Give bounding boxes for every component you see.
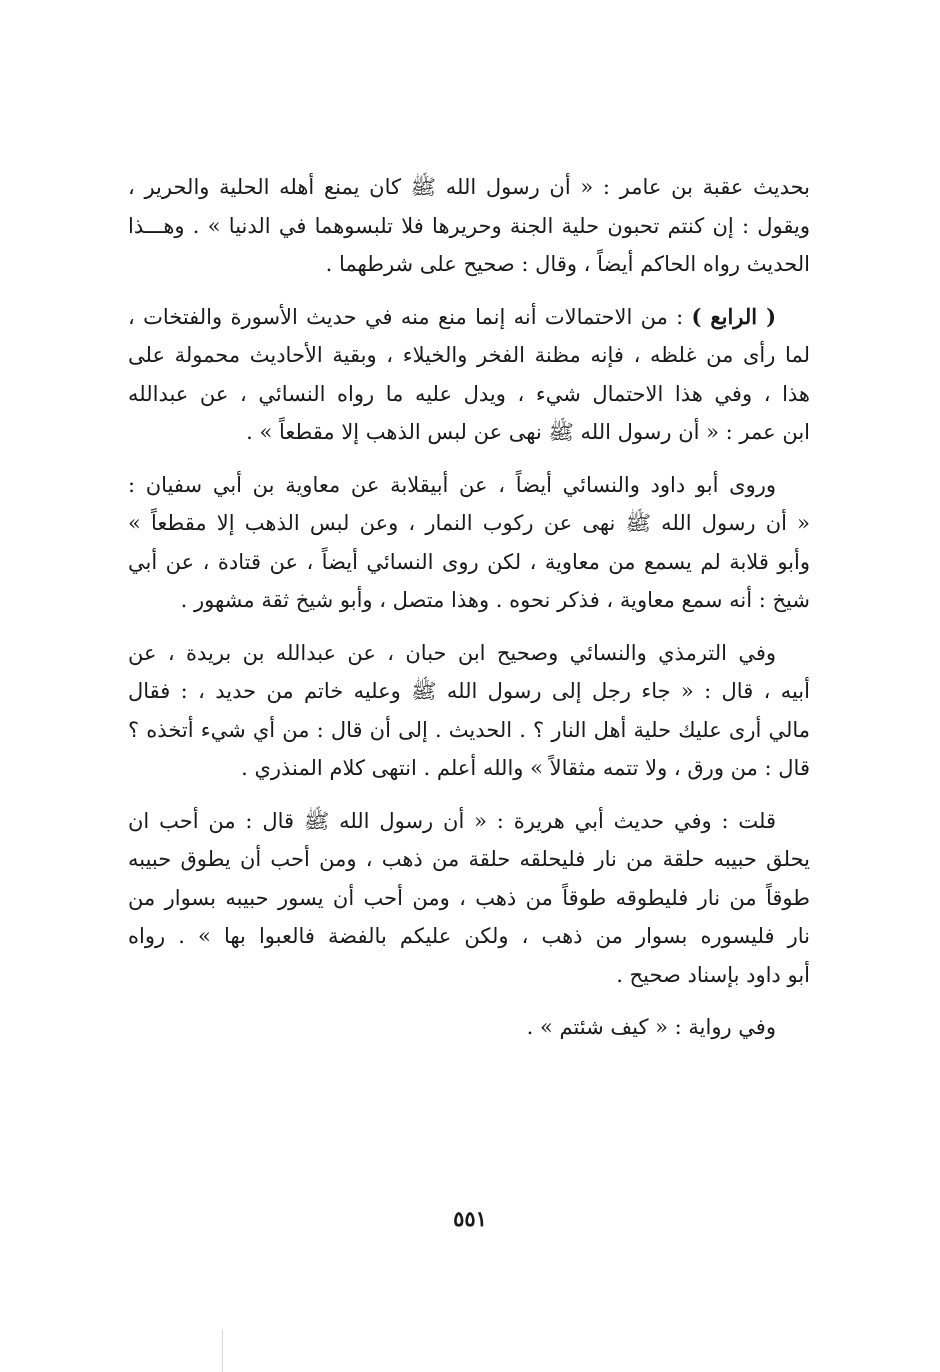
text-line: قلت : وفي حديث أبي هريرة : « أن رسول الله ﷺ قال : من أحب ان (128, 808, 776, 833)
text-line: يحلق حبيبه حلقة من نار فليحلقه حلقة من ذهب ، ومن أحب أن يطوق حبيبه (128, 847, 810, 871)
text-line (128, 298, 810, 337)
text-line: هذا ، وفي هذا الاحتمال شيء ، ويدل عليه ما رواه النسائي ، عن عبدالله (128, 381, 810, 406)
page-number: ٥٥١ (453, 1206, 487, 1231)
paragraph-2 (128, 298, 810, 452)
text-fragment: : من الاحتمالات أنه إنما منع منه في حديث الأسورة والفتخات ، (128, 304, 692, 329)
text-line: لما رأى من غلظه ، فإنه مظنة الفخر والخيلاء ، وبقية الأحاديث محمولة على (128, 343, 810, 367)
page-body (128, 168, 810, 1061)
text-line: طوقاً من نار فليطوقه طوقاً من ذهب ، ومن أحب أن يسور حبيبه بسوار من (128, 885, 810, 910)
text-line: الحديث رواه الحاكم أيضاً ، وقال : صحيح على شرطهما . (325, 252, 810, 276)
text-line: وفي رواية : « كيف شئتم » . (526, 1015, 776, 1039)
text-line: أبيه ، قال : « جاء رجل إلى رسول الله ﷺ وعليه خاتم من حديد ، : فقال (128, 679, 810, 703)
text-line: نار فليسوره بسوار من ذهب ، ولكن عليكم بالفضة فالعبوا بها » . رواه (128, 924, 810, 948)
text-line: أبو داود بإسناد صحيح . (616, 962, 810, 987)
text-line: ابن عمر : « أن رسول الله ﷺ نهى عن لبس الذهب إلا مقطعاً » . (246, 420, 810, 444)
text-line: وأبو قلابة لم يسمع من معاوية ، لكن روى النسائي أيضاً ، عن قتادة ، عن أبي (128, 549, 810, 574)
paragraph-6 (128, 1008, 810, 1047)
paragraph-3 (128, 466, 810, 620)
text-line: شيخ : أنه سمع معاوية ، فذكر نحوه . وهذا متصل ، وأبو شيخ ثقة مشهور . (180, 588, 810, 612)
text-line: وروى أبو داود والنسائي أيضاً ، عن أبيقلابة عن معاوية بن أبي سفيان : (128, 472, 776, 497)
scan-edge-line (222, 1330, 223, 1372)
text-line: وفي الترمذي والنسائي وصحيح ابن حبان ، عن عبدالله بن بريدة ، عن (128, 640, 776, 665)
text-line: بحديث عقبة بن عامر : « أن رسول الله ﷺ كان يمنع أهله الحلية والحرير ، (128, 175, 810, 199)
text-line: قال : من ورق ، ولا تتمه مثقالاً » والله أعلم . انتهى كلام المنذري . (241, 756, 810, 780)
text-line: « أن رسول الله ﷺ نهى عن ركوب النمار ، وعن لبس الذهب إلا مقطعاً » (128, 511, 810, 535)
paragraph-1 (128, 168, 810, 284)
section-heading: ( الرابع ) (691, 303, 777, 329)
paragraph-4 (128, 634, 810, 788)
paragraph-5 (128, 802, 810, 995)
text-line: مالي أرى عليك حلية أهل النار ؟ . الحديث . إلى أن قال : من أي شيء أتخذه ؟ (128, 717, 810, 742)
text-line: ويقول : إن كنتم تحبون حلية الجنة وحريرها فلا تلبسوهما في الدنيا » . وهـــذا (128, 213, 810, 238)
